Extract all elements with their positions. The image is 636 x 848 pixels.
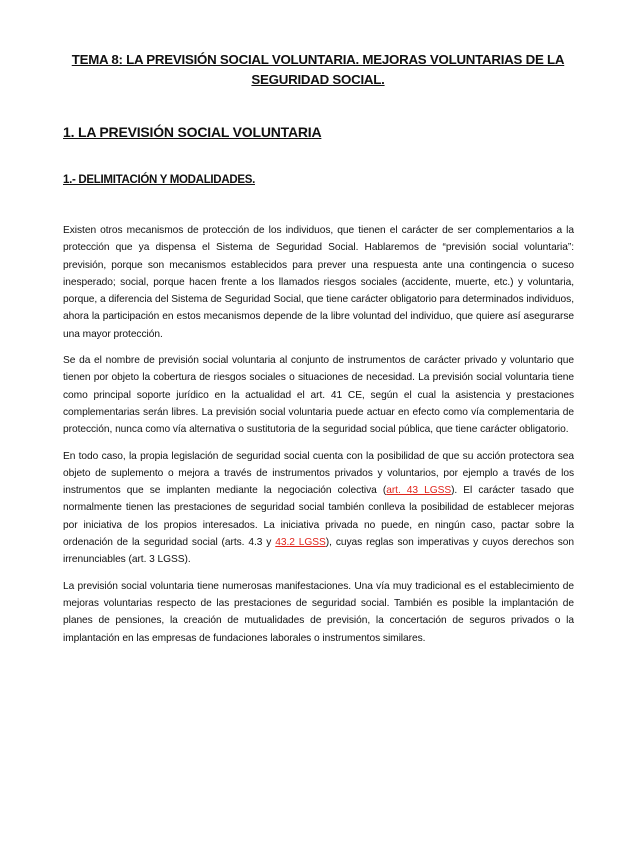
document-title: TEMA 8: LA PREVISIÓN SOCIAL VOLUNTARIA. MEJORAS VOLUNTARIAS DE LA SEGURIDAD SOCIAL. [71, 52, 565, 87]
document-body [63, 222, 574, 656]
subsection-heading: 1.- DELIMITACIÓN Y MODALIDADES. [63, 174, 255, 186]
paragraph-3 [63, 448, 574, 569]
paragraph-4: La previsión social voluntaria tiene numerosas manifestaciones. Una vía muy tradicional es el establecimiento de mejoras voluntarias respecto de las prestaciones de seguridad social. También es posible la implantación de planes de pensiones, la creación de mutualidades de previsión, la concertación de seguros privados o la implantación en las empresas de fundaciones laborales o instrumentos similares. [63, 580, 574, 644]
paragraph-3-text-a: En todo caso, la propia legislación de seguridad social cuenta con la posibilidad de que su acción protectora sea objeto de suplemento o mejora a través de instrumentos privados y voluntarios, por ejemplo a través de los instrumentos que se implanten mediante la negociación colectiva ( [63, 450, 574, 497]
paragraph-3-text-c: ), cuyas reglas son imperativas y cuyos derechos son irrenunciables (art. 3 LGSS). [63, 537, 575, 566]
paragraph-1: Existen otros mecanismos de protección de los individuos, que tienen el carácter de ser complementarios a la protección que ya dispensa el Sistema de Seguridad Social. Hablaremos de “previsión social voluntaria”: previsión, porque son mecanismos establecidos para prever una respuesta ante una contingencia o suceso inesperado; social, porque hacen frente a los llamados riesgos sociales (accidente, muerte, etc.) y voluntaria, porque, a diferencia del Sistema de Seguridad Social, que tiene carácter obligatorio para determinados individuos, ahora la participación en estos mecanismos depende de la libre voluntad del individuo, que quiere así asegurarse una mayor protección. [63, 225, 574, 340]
link-43-2-lgss[interactable]: 43.2 LGSS [275, 537, 326, 549]
paragraph-2: Se da el nombre de previsión social voluntaria al conjunto de instrumentos de carácter privado y voluntario que tienen por objeto la cobertura de riesgos sociales o situaciones de necesidad. La previsión social voluntaria tiene como principal soporte jurídico en la actualidad el art. 41 CE, según el cual la asistencia y prestaciones complementarias serán libres. La previsión social voluntaria puede actuar en efecto como vía complementaria de protección, nunca como vía alternativa o sustitutoria de la seguridad social pública, que tiene carácter obligatorio. [63, 355, 574, 436]
section-heading: 1. LA PREVISIÓN SOCIAL VOLUNTARIA [63, 124, 322, 140]
link-art-43-lgss[interactable]: art. 43 LGSS [386, 485, 452, 497]
paragraph-3-text-b: ). El carácter tasado que normalmente tienen las prestaciones de seguridad social también conlleva la posibilidad de establecer mejoras por iniciativa de los propios interesados. La iniciativa privada no puede, en ningún caso, pactar sobre la ordenación de la seguridad social (arts. 4.3 y [63, 485, 574, 549]
